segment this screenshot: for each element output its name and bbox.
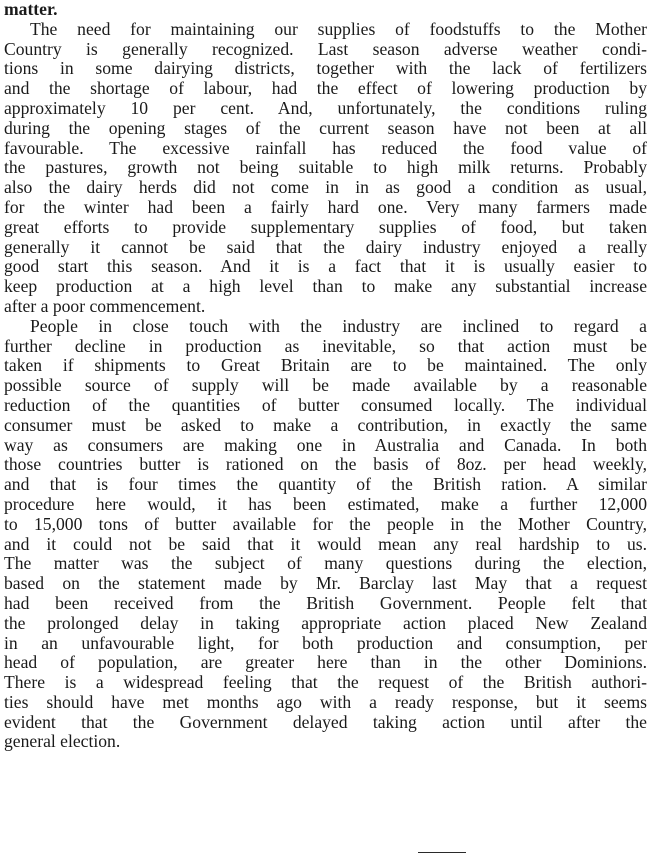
text-line: possible source of supply will be made available by a reasonable xyxy=(4,375,647,396)
text-line: also the dairy herds did not come in in as good a condition as usual, xyxy=(4,177,647,198)
text-line: generally it cannot be said that the dairy industry enjoyed a really xyxy=(4,236,647,257)
text-line: general election. xyxy=(4,731,121,752)
text-line: There is a widespread feeling that the request of the British authori- xyxy=(4,672,647,693)
text-line: ties should have met months ago with a ready response, but it seems xyxy=(4,691,647,712)
text-line: based on the statement made by Mr. Barclay last May that a request xyxy=(4,573,647,594)
text-line: great efforts to provide supplementary supplies of food, but taken xyxy=(4,216,647,237)
text-line: those countries butter is rationed on the basis of 8oz. per head weekly, xyxy=(4,454,647,475)
text-line: People in close touch with the industry are inclined to regard a xyxy=(30,315,647,336)
fragment-line: matter. xyxy=(4,0,58,19)
text-line: and the shortage of labour, had the effect of lowering production by xyxy=(4,78,647,99)
article-text xyxy=(4,0,647,752)
text-line: keep production at a high level than to make any substantial increase xyxy=(4,276,647,297)
text-line: after a poor commencement. xyxy=(4,295,206,316)
paragraph-food-supplies xyxy=(4,20,647,317)
text-line: head of population, are greater here than in the other Dominions. xyxy=(4,652,647,673)
text-line: procedure here would, it has been estimated, make a further 12,000 xyxy=(4,493,647,514)
paragraph-butter-rationing xyxy=(4,317,647,753)
text-line: during the opening stages of the current season have not been at all xyxy=(4,117,647,138)
text-line: to 15,000 tons of butter available for the people in the Mother Country, xyxy=(4,513,647,534)
text-line: The matter was the subject of many questions during the election, xyxy=(4,553,647,574)
text-line: the prolonged delay in taking appropriate action placed New Zealand xyxy=(4,612,647,633)
text-line: taken if shipments to Great Britain are to be maintained. The only xyxy=(4,355,647,376)
section-divider xyxy=(418,852,466,853)
text-line: good start this season. And it is a fact that it is usually easier to xyxy=(4,256,647,277)
text-line: for the winter had been a fairly hard one. Very many farmers made xyxy=(4,196,647,217)
text-line: way as consumers are making one in Australia and Canada. In both xyxy=(4,434,647,455)
text-line: approximately 10 per cent. And, unfortunately, the conditions ruling xyxy=(4,97,647,118)
text-line: had been received from the British Government. People felt that xyxy=(4,592,647,613)
text-line: tions in some dairying districts, together with the lack of fertilizers xyxy=(4,58,647,79)
text-line: consumer must be asked to make a contribution, in exactly the same xyxy=(4,414,647,435)
text-line: reduction of the quantities of butter consumed locally. The individual xyxy=(4,394,647,415)
text-line: evident that the Government delayed taking action until after the xyxy=(4,711,647,732)
text-line: in an unfavourable light, for both production and consumption, per xyxy=(4,632,647,653)
text-line: and it could not be said that it would mean any real hardship to us. xyxy=(4,533,647,554)
text-line: Country is generally recognized. Last season adverse weather condi- xyxy=(4,38,647,59)
text-line: favourable. The excessive rainfall has reduced the food value of xyxy=(4,137,647,158)
text-line: The need for maintaining our supplies of foodstuffs to the Mother xyxy=(30,18,647,39)
text-line: further decline in production as inevitable, so that action must be xyxy=(4,335,647,356)
text-line: the pastures, growth not being suitable to high milk returns. Probably xyxy=(4,157,647,178)
text-line: and that is four times the quantity of the British ration. A similar xyxy=(4,474,647,495)
